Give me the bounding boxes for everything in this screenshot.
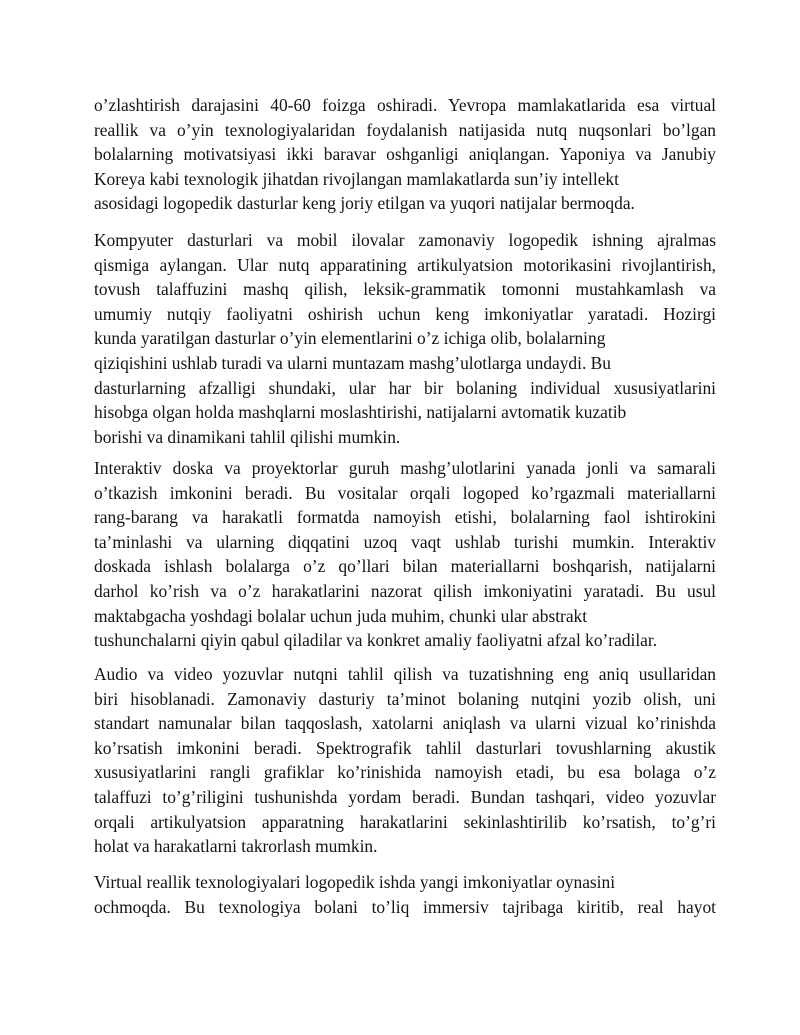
text-line: doskada ishlash bolalarga o’z qo’llari bilan materiallarni boshqarish, natijalarni xyxy=(94,556,716,577)
paragraph-4 xyxy=(94,662,716,859)
text-line: o’zlashtirish darajasini 40-60 foizga oshiradi. Yevropa mamlakatlarida esa virtual xyxy=(94,95,716,115)
text-line: qiziqishini ushlab turadi va ularni muntazam mashg’ulotlarga undaydi. Bu xyxy=(94,352,611,373)
text-line: standart namunalar bilan taqqoslash, xatolarni aniqlash va ularni vizual ko’rinishda xyxy=(94,713,716,734)
text-line: talaffuzi to’g’riligini tushunishda yordam beradi. Bundan tashqari, video yozuvlar xyxy=(94,786,716,807)
text-line: darhol ko’rish va o’z harakatlarini nazorat qilish imkoniyatini yaratadi. Bu usul xyxy=(94,580,716,601)
text-line: bolalarning motivatsiyasi ikki baravar oshganligi aniqlangan. Yaponiya va Janubiy xyxy=(94,144,716,165)
text-line: rang-barang va harakatli formatda namoyish etishi, bolalarning faol ishtirokini xyxy=(94,507,716,528)
text-line: Audio va video yozuvlar nutqni tahlil qilish va tuzatishning eng aniq usullaridan xyxy=(94,664,716,684)
text-line: holat va harakatlarni takrorlash mumkin. xyxy=(94,836,378,857)
text-line: qismiga aylangan. Ular nutq apparatining artikulyatsion motorikasini rivojlantirish, xyxy=(94,254,716,275)
text-line: o’tkazish imkonini beradi. Bu vositalar orqali logoped ko’rgazmali materiallarni xyxy=(94,482,716,503)
text-line: reallik va o’yin texnologiyalaridan foydalanish natijasida nutq nuqsonlari bo’lgan xyxy=(94,119,716,140)
text-line: Virtual reallik texnologiyalari logopedik ishda yangi imkoniyatlar oynasini xyxy=(94,872,616,892)
paragraph-2 xyxy=(94,228,716,449)
text-line: tushunchalarni qiyin qabul qiladilar va konkret amaliy faoliyatni afzal ko’radilar. xyxy=(94,630,658,651)
text-line: Kompyuter dasturlari va mobil ilovalar zamonaviy logopedik ishning ajralmas xyxy=(94,230,716,250)
text-line: kunda yaratilgan dasturlar o’yin elementlarini o’z ichiga olib, bolalarning xyxy=(94,328,606,349)
text-line: tovush talaffuzini mashq qilish, leksik-grammatik tomonni mustahkamlash va xyxy=(94,279,716,300)
text-line: asosidagi logopedik dasturlar keng joriy etilgan va yuqori natijalar bermoqda. xyxy=(94,193,635,214)
paragraph-5 xyxy=(94,870,716,919)
text-line: biri hisoblanadi. Zamonaviy dasturiy ta’minot bolaning nutqini yozib olish, uni xyxy=(94,688,716,709)
text-line: Interaktiv doska va proyektorlar guruh mashg’ulotlarini yanada jonli va samarali xyxy=(94,458,716,478)
text-line: xususiyatlarini rangli grafiklar ko’rinishida namoyish etadi, bu esa bolaga o’z xyxy=(94,762,716,783)
text-line: orqali artikulyatsion apparatning harakatlarini sekinlashtirilib ko’rsatish, to’g’ri xyxy=(94,811,716,832)
text-line: ochmoqda. Bu texnologiya bolani to’liq immersiv tajribaga kiritib, real hayot xyxy=(94,896,716,917)
text-line: maktabgacha yoshdagi bolalar uchun juda muhim, chunki ular abstrakt xyxy=(94,605,588,626)
text-line: ko’rsatish imkonini beradi. Spektrografik tahlil dasturlari tovushlarning akustik xyxy=(94,737,716,758)
text-line: dasturlarning afzalligi shundaki, ular har bir bolaning individual xususiyatlarini xyxy=(94,377,716,398)
text-line: borishi va dinamikani tahlil qilishi mumkin. xyxy=(94,426,401,447)
paragraph-3 xyxy=(94,456,716,653)
paragraph-1 xyxy=(94,93,716,216)
text-line: Koreya kabi texnologik jihatdan rivojlangan mamlakatlarda sun’iy intellekt xyxy=(94,168,619,189)
text-line: hisobga olgan holda mashqlarni moslashtirishi, natijalarni avtomatik kuzatib xyxy=(94,402,627,423)
text-line: umumiy nutqiy faoliyatni oshirish uchun keng imkoniyatlar yaratadi. Hozirgi xyxy=(94,303,716,324)
text-line: ta’minlashi va ularning diqqatini uzoq vaqt ushlab turishi mumkin. Interaktiv xyxy=(94,531,716,552)
